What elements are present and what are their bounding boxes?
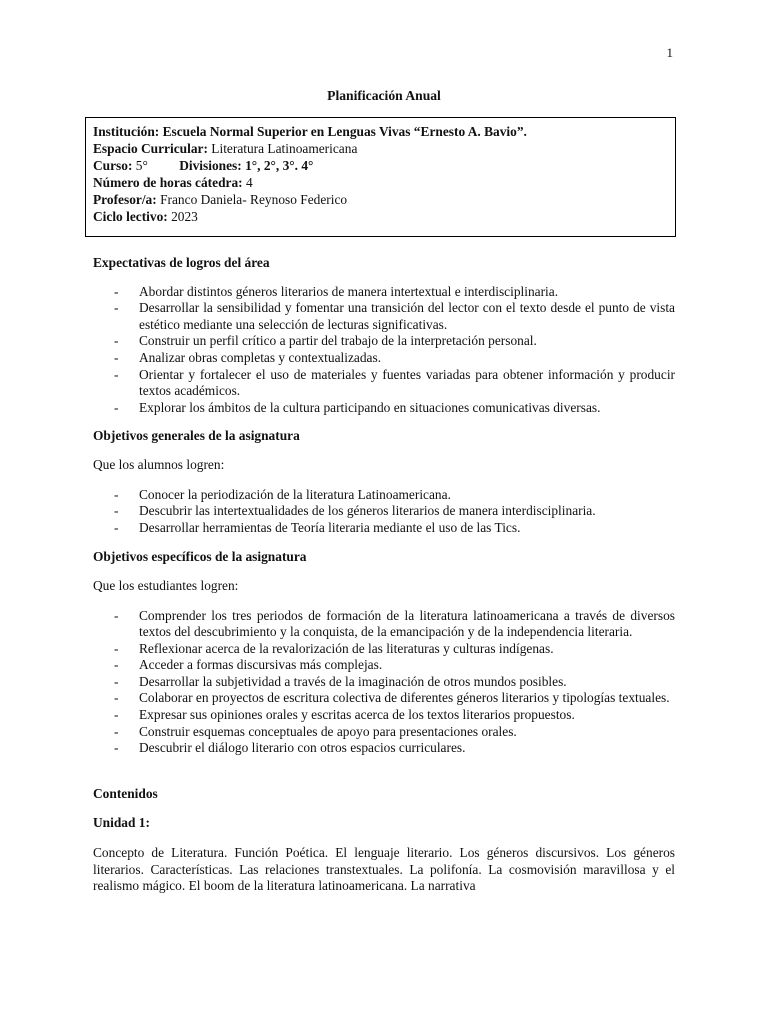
list-item: - Construir esquemas conceptuales de apoyo para presentaciones orales. bbox=[93, 724, 675, 741]
contenidos-heading: Contenidos bbox=[93, 785, 158, 801]
unidad-1-heading: Unidad 1: bbox=[93, 815, 150, 831]
objetivos-especificos-intro: Que los estudiantes logren: bbox=[93, 577, 239, 593]
horas-label: Número de horas cátedra: bbox=[93, 175, 243, 190]
objetivos-especificos-heading: Objetivos específicos de la asignatura bbox=[93, 549, 307, 565]
list-item: - Reflexionar acerca de la revalorización de las literaturas y culturas indígenas. bbox=[93, 641, 675, 658]
list-item: - Expresar sus opiniones orales y escritas acerca de los textos literarios propuestos. bbox=[93, 707, 675, 724]
course-info-box bbox=[85, 117, 676, 237]
document-body bbox=[93, 255, 675, 895]
objetivos-generales-heading: Objetivos generales de la asignatura bbox=[93, 428, 300, 444]
list-item: - Conocer la periodización de la literatura Latinoamericana. bbox=[93, 487, 675, 504]
ciclo-row bbox=[93, 209, 668, 226]
objetivos-especificos-list bbox=[93, 608, 675, 757]
espacio-row bbox=[93, 141, 668, 158]
espacio-label: Espacio Curricular: bbox=[93, 141, 208, 156]
list-item: - Acceder a formas discursivas más complejas. bbox=[93, 657, 675, 674]
institucion-row bbox=[93, 124, 668, 141]
list-item: - Comprender los tres periodos de formación de la literatura latinoamericana a través de diversos textos del descubrimiento y la conquista, de la emancipación y de la independencia literaria. bbox=[93, 608, 675, 641]
curso-label: Curso: bbox=[93, 158, 133, 173]
institucion-value: Escuela Normal Superior en Lenguas Vivas “Ernesto A. Bavio”. bbox=[162, 124, 527, 139]
profesor-value: Franco Daniela- Reynoso Federico bbox=[160, 192, 348, 207]
list-item: - Abordar distintos géneros literarios de manera intertextual e interdisciplinaria. bbox=[93, 284, 675, 301]
list-item: - Desarrollar herramientas de Teoría literaria mediante el uso de las Tics. bbox=[93, 520, 675, 537]
list-item: - Descubrir las intertextualidades de los géneros literarios de manera interdisciplinaria. bbox=[93, 503, 675, 520]
list-item: - Desarrollar la sensibilidad y fomentar una transición del lector con el texto desde el punto de vista estético mediante una selección de lecturas significativas. bbox=[93, 300, 675, 333]
list-item: - Colaborar en proyectos de escritura colectiva de diferentes géneros literarios y tipologías textuales. bbox=[93, 690, 675, 707]
objetivos-generales-intro: Que los alumnos logren: bbox=[93, 456, 225, 472]
institucion-label: Institución: bbox=[93, 124, 160, 139]
list-item: - Orientar y fortalecer el uso de materiales y fuentes variadas para obtener información y producir textos académicos. bbox=[93, 367, 675, 400]
ciclo-value: 2023 bbox=[171, 209, 198, 224]
objetivos-generales-list bbox=[93, 487, 675, 537]
ciclo-label: Ciclo lectivo: bbox=[93, 209, 168, 224]
list-item: - Analizar obras completas y contextualizadas. bbox=[93, 350, 675, 367]
divisiones-value: 1°, 2°, 3°. 4° bbox=[245, 158, 314, 173]
unidad-1-text: Concepto de Literatura. Función Poética. El lenguaje literario. Los géneros discursivos. Los géneros literarios. Características. Las relaciones transtextuales. La polifonía. La cosmovisión maravillosa y el realismo mágico. El boom de la literatura latinoamericana. La narrativa bbox=[93, 845, 675, 894]
profesor-label: Profesor/a: bbox=[93, 192, 157, 207]
list-item: - Descubrir el diálogo literario con otros espacios curriculares. bbox=[93, 740, 675, 757]
espacio-value: Literatura Latinoamericana bbox=[211, 141, 358, 156]
horas-row bbox=[93, 175, 668, 192]
curso-value: 5° bbox=[135, 158, 148, 173]
list-item: - Construir un perfil crítico a partir del trabajo de la interpretación personal. bbox=[93, 333, 675, 350]
expectativas-heading: Expectativas de logros del área bbox=[93, 255, 270, 270]
page-number: 1 bbox=[666, 45, 673, 60]
document-title: Planificación Anual bbox=[327, 88, 441, 103]
list-item: - Desarrollar la subjetividad a través de la imaginación de otros mundos posibles. bbox=[93, 674, 675, 691]
divisiones-label: Divisiones: bbox=[179, 158, 242, 173]
list-item: - Explorar los ámbitos de la cultura participando en situaciones comunicativas diversas. bbox=[93, 400, 675, 417]
expectativas-list bbox=[93, 284, 675, 417]
horas-value: 4 bbox=[245, 175, 253, 190]
curso-row bbox=[93, 158, 668, 175]
profesor-row bbox=[93, 192, 668, 209]
